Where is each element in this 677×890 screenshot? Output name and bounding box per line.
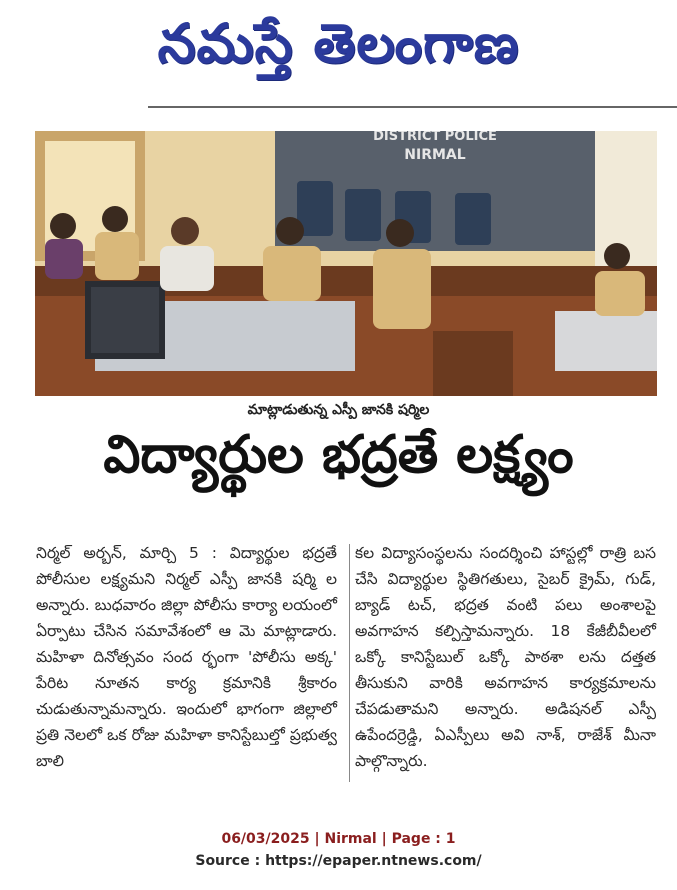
- article-column-2: కల విద్యాసంస్థలను సందర్శించి హాస్టల్లో రాత్రి బస చేసి విద్యార్థుల స్థితిగతులు, సైబర్ క్రైమ్, గుడ్, బ్యాడ్ టచ్, భద్రత వంటి పలు అంశాలపై అవగాహన కల్పిస్తామన్నారు. 18 కేజీబీవీలలో ఒక్కో కానిస్టేబుల్ ఒక్కో పాఠశా లను దత్తత తీసుకుని వారికి అవగాహన కార్యక్రమాలను చేపడుతామని అన్నారు. అడిషనల్ ఎస్పీ ఉపేందర్రెడ్డి, ఏఎస్పీలు అవి నాశ్, రాజేశ్ మీనా పాల్గొన్నారు.: [355, 544, 656, 770]
- photo-caption: మాట్లాడుతున్న ఎస్పీ జానకి షర్మిల: [247, 402, 430, 418]
- wall-sign-line1: DISTRICT POLICE: [373, 131, 497, 144]
- headline: విద్యార్థుల భద్రతే లక్ష్యం: [103, 425, 574, 485]
- masthead: [0, 0, 677, 100]
- article-column-1: నిర్మల్ అర్బన్, మార్చి 5 : విద్యార్థుల భద్రతే పోలీసుల లక్ష్యమని నిర్మల్ ఎస్పీ జానకి షర్మి ల అన్నారు. బుధవారం జిల్లా పోలీసు కార్యా లయంలో ఏర్పాటు చేసిన సమావేశంలో ఆ మె మాట్లాడారు. మహిళా దినోత్సవం సంద ర్భంగా 'పోలీసు అక్క' పేరిట నూతన కార్య క్రమానికి శ్రీకారం చుడుతున్నామన్నారు. ఇందులో భాగంగా జిల్లాలో ప్రతి నెలలో ఒక రోజు మహిళా కానిస్టేబుల్తో ప్రభుత్వ బాలి: [36, 544, 337, 770]
- news-photo: [35, 131, 657, 396]
- wall-sign-line2: NIRMAL: [404, 147, 466, 163]
- masthead-rule: [148, 106, 677, 108]
- footer: [0, 828, 677, 872]
- column-divider: [349, 544, 350, 782]
- article-body: [36, 540, 656, 790]
- footer-source-line[interactable]: Source : https://epaper.ntnews.com/: [195, 853, 482, 869]
- masthead-title: నమస్తే తెలంగాణ: [157, 11, 520, 75]
- meeting-photo-illustration: [35, 131, 657, 396]
- footer-date-line: 06/03/2025 | Nirmal | Page : 1: [221, 831, 456, 847]
